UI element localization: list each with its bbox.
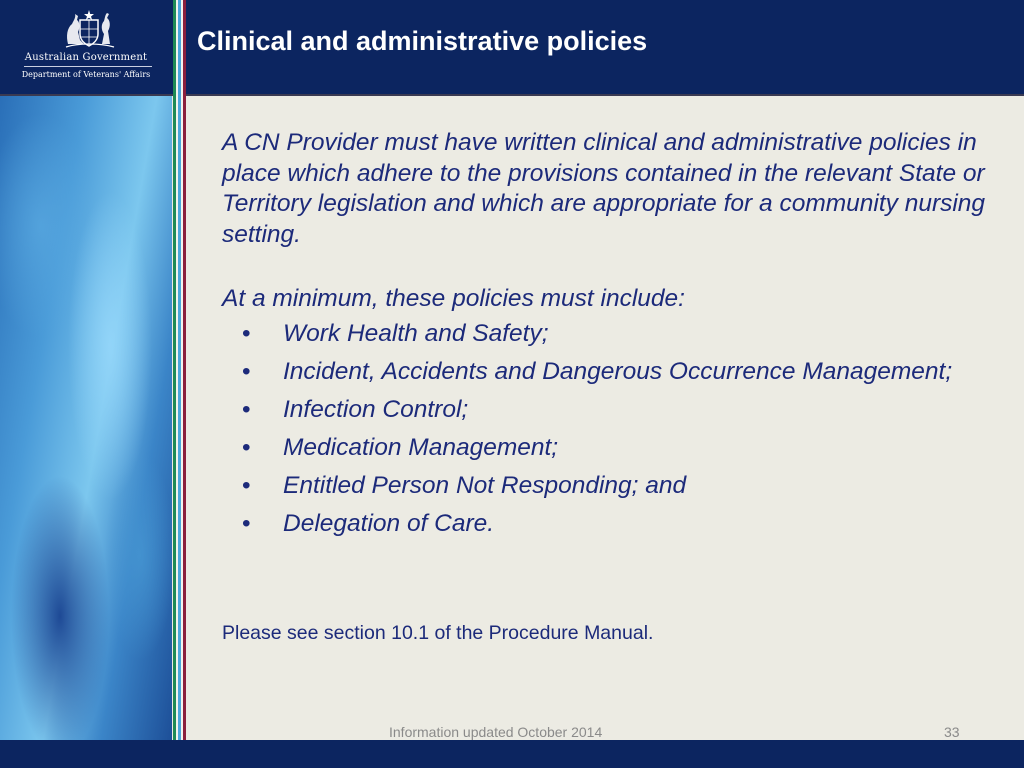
slide-body bbox=[222, 128, 992, 548]
list-item-text: Medication Management; bbox=[283, 434, 559, 461]
red-accent-stripe bbox=[183, 0, 186, 740]
bullet-icon: • bbox=[242, 510, 251, 537]
list-item-text: Incident, Accidents and Dangerous Occurrence Management; bbox=[283, 358, 953, 385]
list-item bbox=[222, 434, 992, 462]
list-item bbox=[222, 320, 992, 348]
list-item bbox=[222, 510, 992, 538]
policy-list-heading: At a minimum, these policies must include: bbox=[222, 285, 685, 312]
footer-updated-text: Information updated October 2014 bbox=[389, 724, 603, 740]
decorative-side-panel bbox=[0, 96, 172, 740]
coat-of-arms-icon bbox=[58, 8, 120, 50]
list-item bbox=[222, 358, 992, 386]
bullet-icon: • bbox=[242, 358, 251, 385]
list-item-text: Work Health and Safety; bbox=[283, 320, 549, 347]
government-logo bbox=[0, 0, 172, 94]
list-item bbox=[222, 396, 992, 424]
procedure-manual-note: Please see section 10.1 of the Procedure Manual. bbox=[222, 622, 654, 644]
slide-header bbox=[0, 0, 1024, 96]
bullet-icon: • bbox=[242, 472, 251, 499]
slide-title: Clinical and administrative policies bbox=[197, 26, 648, 56]
list-item-text: Infection Control; bbox=[283, 396, 469, 423]
page-number: 33 bbox=[944, 724, 960, 740]
policy-list bbox=[222, 320, 992, 538]
bullet-icon: • bbox=[242, 434, 251, 461]
list-item bbox=[222, 472, 992, 500]
government-name: Australian Government bbox=[24, 52, 148, 63]
list-item-text: Entitled Person Not Responding; and bbox=[283, 472, 687, 499]
list-item-text: Delegation of Care. bbox=[283, 510, 495, 537]
footer-bar bbox=[0, 740, 1024, 768]
intro-paragraph: A CN Provider must have written clinical and administrative policies in place which adhere to the provisions contained in the relevant State or Territory legislation and which are appropriate for a community nursing setting. bbox=[222, 129, 986, 248]
logo-divider bbox=[24, 66, 152, 67]
bullet-icon: • bbox=[242, 320, 251, 347]
department-name: Department of Veterans' Affairs bbox=[21, 70, 151, 79]
bullet-icon: • bbox=[242, 396, 251, 423]
